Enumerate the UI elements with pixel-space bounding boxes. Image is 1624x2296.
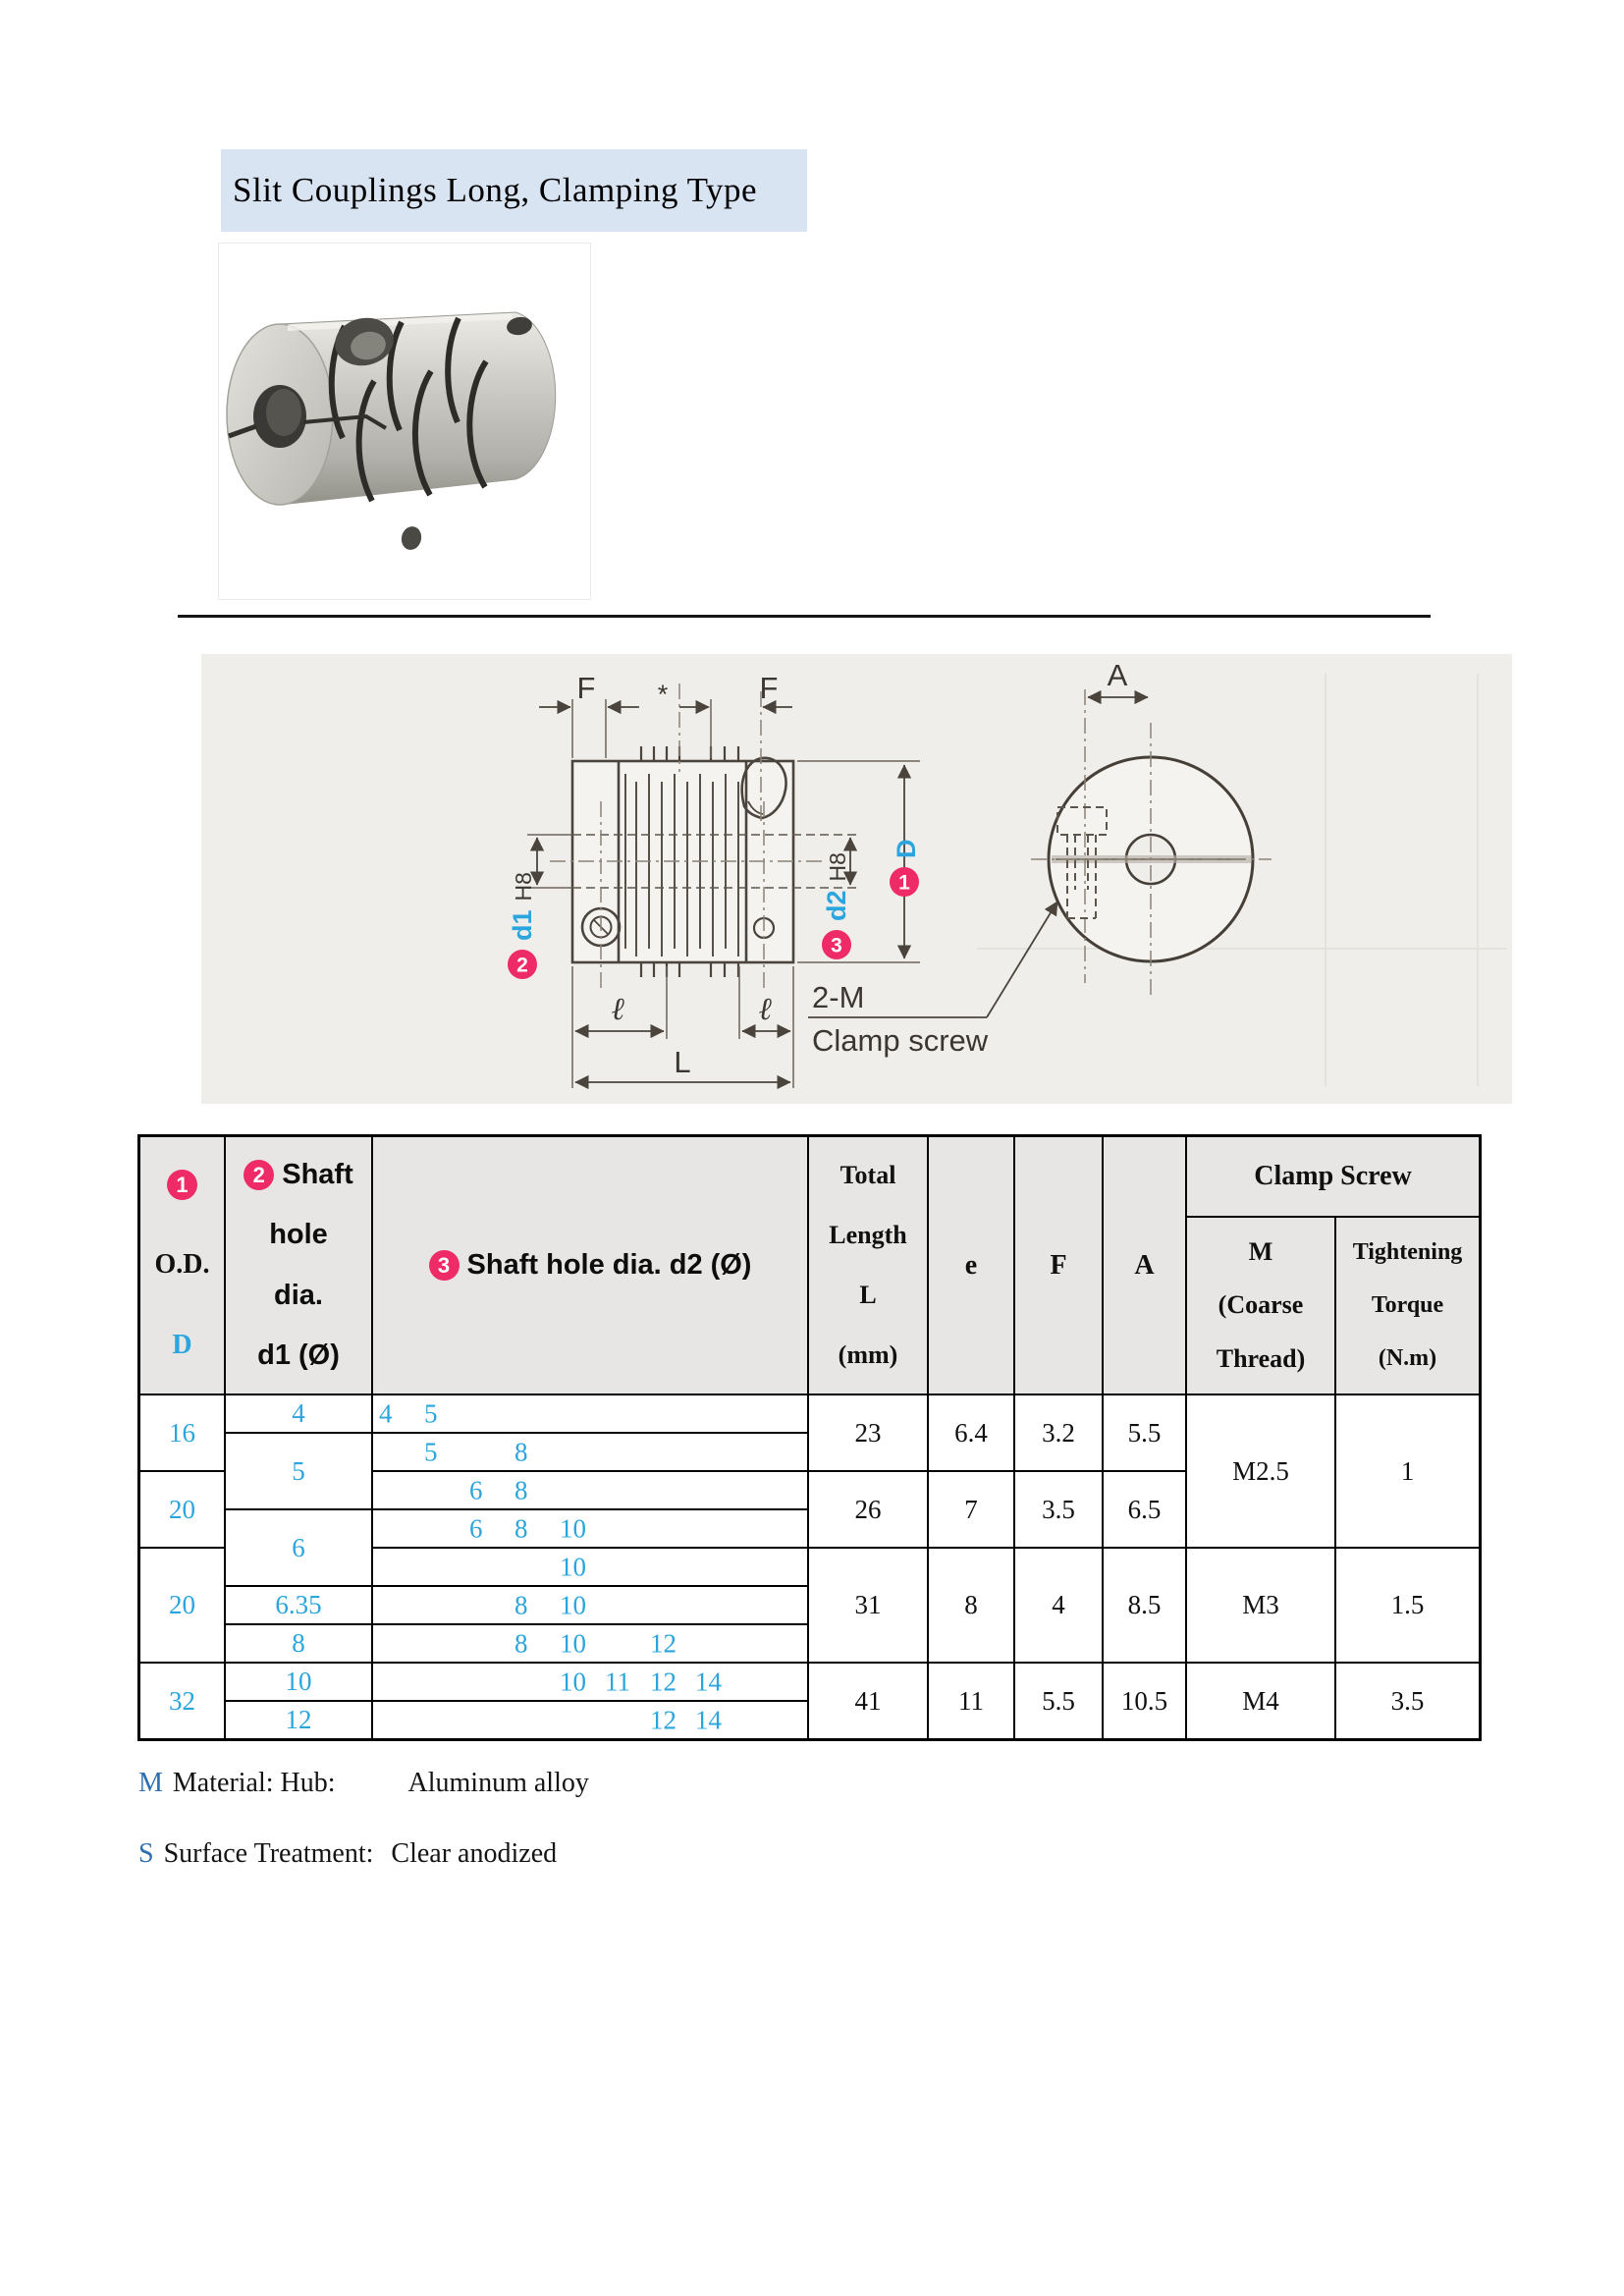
d2-number: 12	[650, 1628, 677, 1658]
material-note-value: Aluminum alloy	[407, 1768, 589, 1798]
surface-note-label: Surface Treatment:	[163, 1838, 374, 1869]
header-d1-symbol: d1	[257, 1339, 291, 1371]
tightening-torque-value: 1	[1336, 1395, 1479, 1547]
dim-ell-right-label: ℓ	[758, 991, 772, 1026]
callout-2m: 2-M	[812, 980, 865, 1014]
d2-values	[373, 1549, 807, 1585]
product-photo	[218, 243, 591, 600]
d2-number: 10	[560, 1552, 586, 1581]
dim-d1-label	[508, 872, 537, 979]
d2-number: 11	[605, 1667, 630, 1696]
a-value: 5.5	[1104, 1395, 1185, 1470]
material-note	[138, 1768, 589, 1799]
d1-value: 10	[226, 1664, 371, 1700]
od-value: 32	[140, 1664, 224, 1738]
f-value: 5.5	[1015, 1664, 1102, 1738]
header-d1: 2 Shaft hole dia. d1 (Ø)	[226, 1137, 371, 1394]
d2-number: 10	[560, 1667, 586, 1696]
a-value: 8.5	[1104, 1549, 1185, 1662]
d2-number: 10	[560, 1628, 586, 1658]
dim-f-left-label: F	[576, 671, 596, 705]
d2-number: 12	[650, 1667, 677, 1696]
svg-text:d1 H8: d1 H8	[508, 872, 537, 941]
total-length-value: 23	[809, 1395, 927, 1470]
total-length-value: 31	[809, 1549, 927, 1662]
spec-table	[137, 1134, 1482, 1741]
d2-number: 8	[514, 1513, 528, 1543]
d2-number: 6	[469, 1475, 483, 1504]
surface-note	[138, 1838, 557, 1870]
f-value: 3.2	[1015, 1395, 1102, 1470]
d1-value: 6	[226, 1510, 371, 1585]
dim-f-right-label: F	[759, 671, 779, 705]
d2-number: 5	[424, 1398, 438, 1428]
technical-drawing	[201, 654, 1512, 1104]
f-value: 3.5	[1015, 1472, 1102, 1547]
d2-number: 5	[424, 1437, 438, 1466]
dim-ell-left-label: ℓ	[611, 991, 624, 1026]
total-length-value: 41	[809, 1664, 927, 1738]
drawing-svg	[201, 654, 1512, 1104]
header-total-length: Total Length L (mm)	[809, 1137, 927, 1394]
total-length-value: 26	[809, 1472, 927, 1547]
d2-number: 14	[695, 1667, 722, 1696]
svg-text:1: 1	[898, 871, 910, 895]
header-a: A	[1104, 1137, 1185, 1394]
surface-note-prefix: S	[138, 1838, 154, 1869]
d1-value: 6.35	[226, 1587, 371, 1623]
header-f: F	[1015, 1137, 1102, 1394]
badge-2-icon: 2	[244, 1160, 274, 1190]
header-od-symbol: D	[172, 1330, 192, 1360]
svg-text:3: 3	[831, 934, 842, 957]
header-clamp-screw: Clamp Screw	[1187, 1137, 1479, 1216]
header-e: e	[929, 1137, 1013, 1394]
d2-values	[373, 1472, 807, 1508]
header-tightening-torque: Tightening Torque (N.m)	[1336, 1218, 1479, 1394]
dim-l-label: L	[674, 1045, 691, 1079]
d2-number: 10	[560, 1590, 586, 1619]
material-note-prefix: M	[138, 1768, 163, 1798]
page-title-box	[221, 149, 807, 232]
d1-value: 8	[226, 1625, 371, 1662]
d2-number: 8	[514, 1475, 528, 1504]
d2-number: 10	[560, 1513, 586, 1543]
header-od	[140, 1137, 224, 1394]
tightening-torque-value: 1.5	[1336, 1549, 1479, 1662]
d2-values	[373, 1664, 807, 1700]
d2-values	[373, 1395, 807, 1432]
d2-number: 8	[514, 1437, 528, 1466]
d2-values	[373, 1434, 807, 1470]
e-value: 7	[929, 1472, 1013, 1547]
d2-values	[373, 1587, 807, 1623]
clamp-screw-m-value: M2.5	[1187, 1395, 1334, 1547]
surface-note-value: Clear anodized	[391, 1838, 558, 1869]
horizontal-divider	[178, 615, 1431, 618]
a-value: 10.5	[1104, 1664, 1185, 1738]
d2-values	[373, 1510, 807, 1547]
dim-star-label: *	[657, 680, 669, 709]
od-value: 20	[140, 1549, 224, 1662]
f-value: 4	[1015, 1549, 1102, 1662]
header-d2-symbol: d2	[669, 1249, 703, 1281]
tightening-torque-value: 3.5	[1336, 1664, 1479, 1738]
badge-3-icon: 3	[429, 1250, 460, 1281]
dim-d-label	[890, 840, 921, 898]
page-title: Slit Couplings Long, Clamping Type	[233, 171, 758, 209]
d2-values	[373, 1702, 807, 1738]
dim-d2-label	[822, 852, 851, 959]
clamp-screw-m-value: M4	[1187, 1664, 1334, 1738]
clamp-screw-m-value: M3	[1187, 1549, 1334, 1662]
header-od-label: O.D.	[154, 1249, 210, 1280]
svg-text:2: 2	[516, 954, 528, 977]
badge-1-icon: 1	[167, 1170, 197, 1200]
d2-number: 4	[379, 1398, 393, 1428]
d2-values	[373, 1625, 807, 1662]
d2-number: 12	[650, 1705, 677, 1734]
callout-clamp-screw: Clamp screw	[812, 1023, 989, 1058]
e-value: 11	[929, 1664, 1013, 1738]
dim-a-label: A	[1107, 658, 1128, 692]
od-value: 20	[140, 1472, 224, 1547]
svg-text:D: D	[892, 839, 921, 858]
svg-text:d2 H8: d2 H8	[822, 852, 851, 921]
header-d2: 3 Shaft hole dia. d2 (Ø)	[373, 1137, 807, 1394]
d1-value: 5	[226, 1434, 371, 1508]
d2-number: 8	[514, 1628, 528, 1658]
d1-value: 12	[226, 1702, 371, 1738]
e-value: 6.4	[929, 1395, 1013, 1470]
d2-number: 14	[695, 1705, 722, 1734]
coupling-photo-image	[219, 244, 590, 599]
d1-value: 4	[226, 1395, 371, 1432]
a-value: 6.5	[1104, 1472, 1185, 1547]
od-value: 16	[140, 1395, 224, 1470]
header-m-coarse-thread: M (Coarse Thread)	[1187, 1218, 1334, 1394]
material-note-label: Material: Hub:	[172, 1768, 336, 1798]
d2-number: 6	[469, 1513, 483, 1543]
e-value: 8	[929, 1549, 1013, 1662]
d2-number: 8	[514, 1590, 528, 1619]
